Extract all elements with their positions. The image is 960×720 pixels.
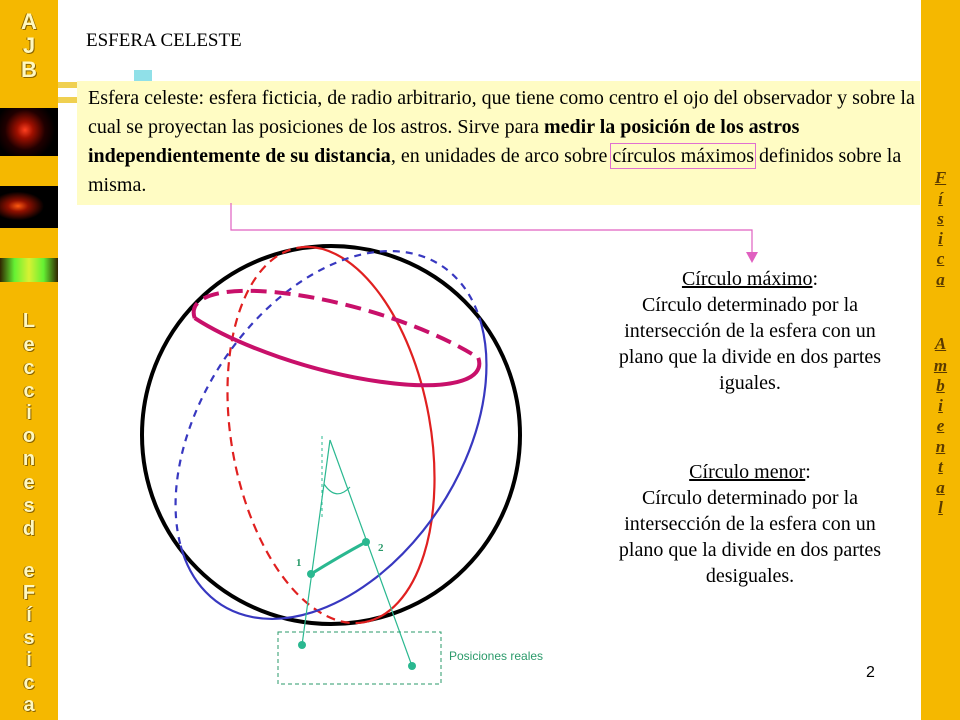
circulo-menor-title: Círculo menor bbox=[689, 461, 806, 483]
point-1-label: 1 bbox=[296, 557, 302, 569]
definition-part: Esfera celeste: esfera ficticia, de radio arbitrario, que tiene como centro el ojo del observador y sobre la cual se proyectan las posiciones de los astros. Sirve para bbox=[88, 87, 915, 138]
right-vertical-letter: a bbox=[936, 270, 945, 289]
right-vertical-letter: m bbox=[933, 356, 948, 375]
posiciones-reales-label: Posiciones reales bbox=[449, 649, 544, 663]
colon: : bbox=[812, 268, 819, 290]
circulo-menor-text: Círculo determinado por la intersección de la esfera con un plano que la divide en dos partes desiguales. bbox=[618, 487, 882, 587]
right-vertical-letter: n bbox=[935, 437, 946, 456]
page-title: ESFERA CELESTE bbox=[86, 30, 242, 51]
connector-arrow-icon bbox=[746, 252, 758, 263]
definition-part: , en unidades de arco sobre bbox=[390, 145, 613, 167]
left-vertical-letter: n bbox=[22, 448, 36, 470]
left-vertical-letter: o bbox=[22, 425, 36, 447]
blue-great-circle-front bbox=[181, 324, 487, 618]
circulo-maximo-title: Círculo máximo bbox=[681, 268, 813, 290]
right-vertical-letter: í bbox=[938, 189, 943, 208]
left-vertical-letter: a bbox=[23, 694, 35, 716]
left-vertical-letter: F bbox=[22, 582, 36, 604]
left-vertical-letter: e bbox=[23, 472, 35, 494]
right-vertical-letter: e bbox=[936, 416, 945, 435]
left-vertical-letter: c bbox=[23, 380, 35, 402]
left-vertical-letter: L bbox=[22, 310, 36, 332]
brand-letter: A bbox=[21, 9, 37, 34]
blue-great-circle-back bbox=[176, 251, 482, 545]
colon: : bbox=[805, 461, 811, 483]
right-vertical-letter: l bbox=[938, 498, 943, 517]
right-vertical-letter: a bbox=[936, 478, 945, 497]
red-great-circle-front bbox=[298, 247, 435, 622]
right-vertical-letter: i bbox=[938, 396, 943, 415]
right-vertical-letter: c bbox=[936, 249, 945, 268]
projected-point-2 bbox=[362, 538, 370, 546]
right-vertical-letter: A bbox=[934, 334, 947, 353]
point-2-label: 2 bbox=[378, 542, 384, 554]
right-vertical-letter: b bbox=[936, 376, 945, 395]
left-vertical-letter: i bbox=[26, 649, 32, 671]
brand-letter: B bbox=[21, 57, 37, 82]
magenta-circle-front bbox=[195, 318, 480, 385]
connector-line bbox=[231, 203, 752, 258]
real-star-1 bbox=[298, 641, 306, 649]
left-vertical-letter: s bbox=[23, 627, 35, 649]
real-star-2 bbox=[408, 662, 416, 670]
left-vertical-letter: s bbox=[23, 495, 35, 517]
page-number: 2 bbox=[866, 664, 875, 681]
right-vertical-letter: F bbox=[934, 168, 947, 187]
left-vertical-letter: e bbox=[23, 334, 35, 356]
left-vertical-letter: c bbox=[23, 672, 35, 694]
brand-letter: J bbox=[22, 33, 36, 58]
arc-between-points bbox=[311, 542, 366, 574]
line-to-star-1 bbox=[302, 440, 330, 645]
left-vertical-letter: í bbox=[26, 604, 32, 626]
circulo-maximo-text: Círculo determinado por la intersección de la esfera con un plano que la divide en dos partes iguales. bbox=[618, 294, 882, 394]
left-vertical-letter: d bbox=[22, 518, 36, 540]
left-vertical-letter: i bbox=[26, 402, 32, 424]
definition-part: definidos sobre la misma. bbox=[88, 145, 902, 196]
left-vertical-letter: e bbox=[23, 560, 35, 582]
right-vertical-letter: s bbox=[937, 209, 944, 228]
definition-bold: medir la posición de los astros independientemente de su distancia bbox=[88, 116, 800, 167]
projected-point-1 bbox=[307, 570, 315, 578]
right-vertical-letter: t bbox=[938, 457, 943, 476]
highlight-circulos-maximos: círculos máximos bbox=[612, 145, 755, 167]
left-vertical-letter: c bbox=[23, 357, 35, 379]
right-vertical-letter: i bbox=[938, 229, 943, 248]
